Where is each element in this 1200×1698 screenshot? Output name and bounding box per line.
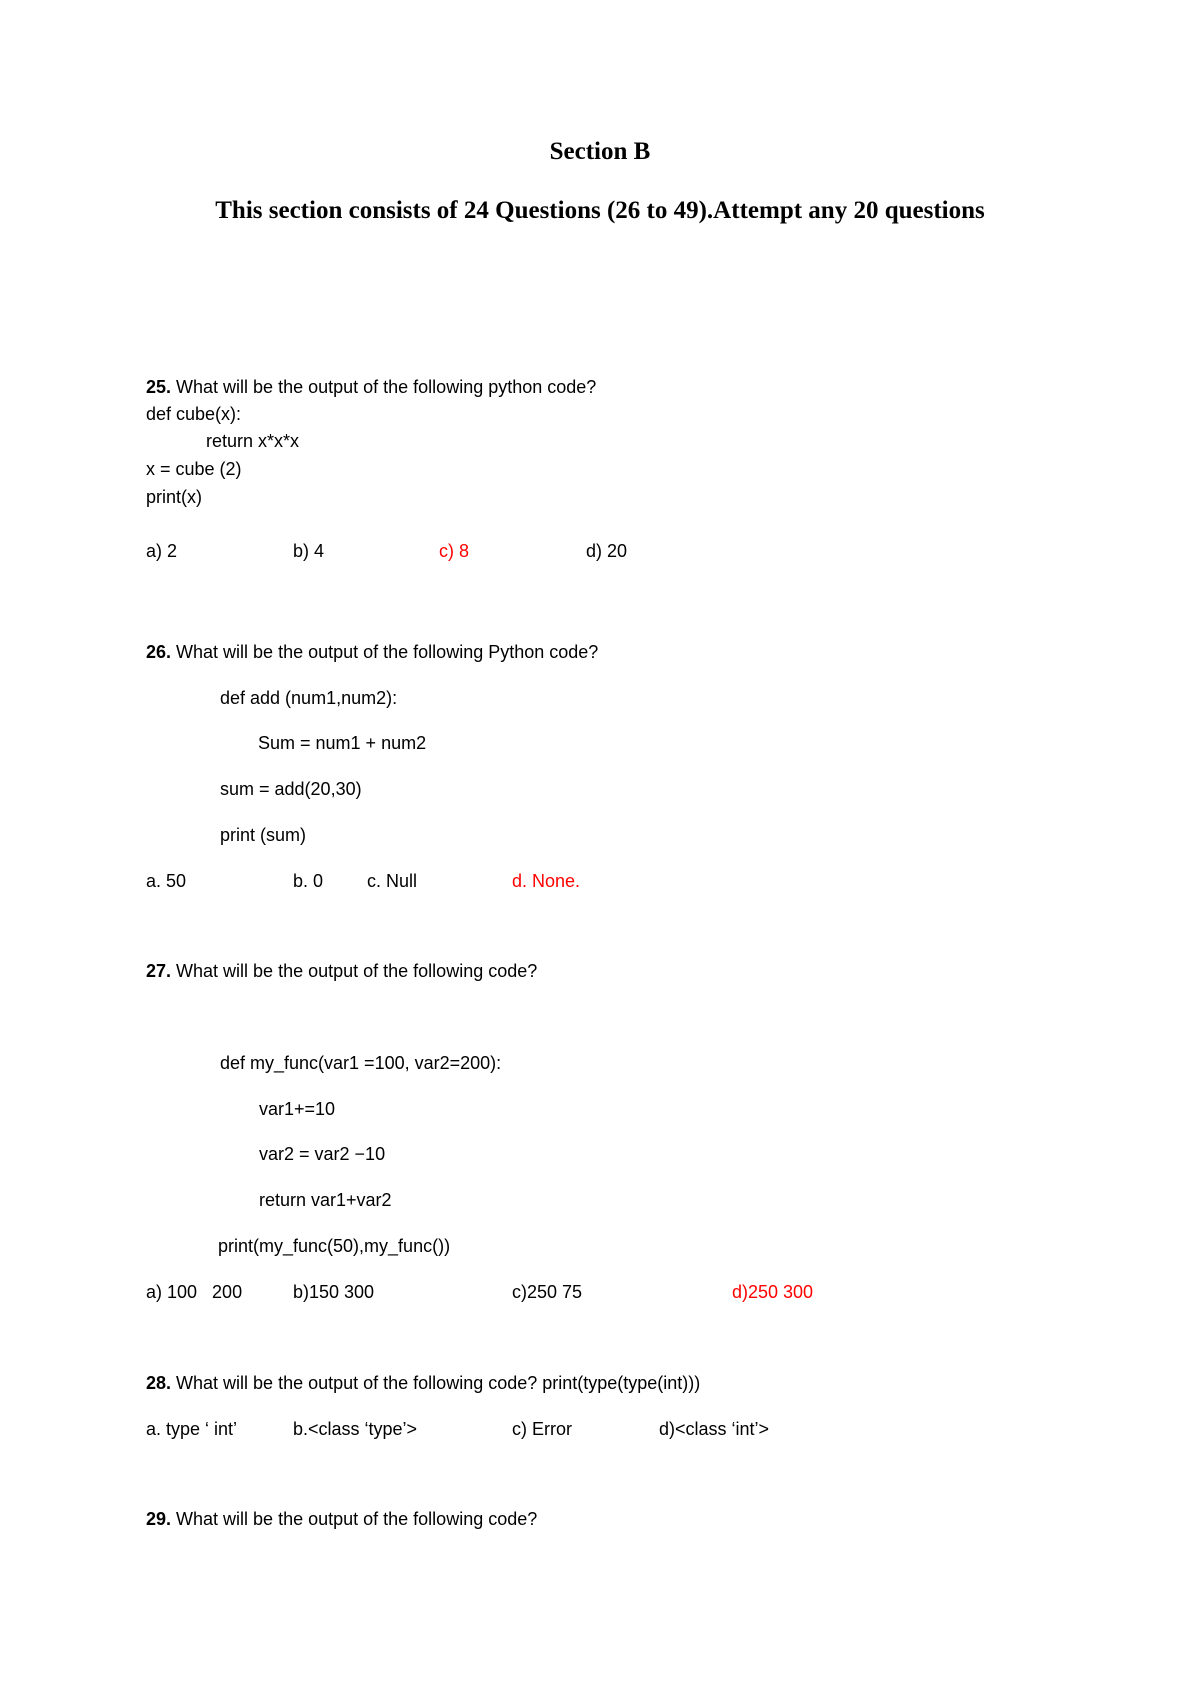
option-a: a. type ‘ int’ [146,1419,238,1439]
question-prompt: What will be the output of the following code? [171,961,538,981]
option-b: b)150 300 [293,1282,375,1302]
code-line: var1+=10 [259,1099,336,1119]
question-prompt: What will be the output of the following code? print(type(type(int))) [171,1373,701,1393]
option-c-correct: c) 8 [439,541,470,561]
code-line: print (sum) [220,825,307,845]
code-line: x = cube (2) [146,459,242,479]
question-number: 28. [146,1373,172,1393]
option-c: c. Null [367,871,418,891]
option-c: c) Error [512,1419,572,1439]
question-26-header [146,640,598,664]
code-line: sum = add(20,30) [220,779,362,799]
option-b: b) 4 [293,541,325,561]
question-28-header [146,1371,700,1395]
section-subtitle: This section consists of 24 Questions (26 to 49).Attempt any 20 questions [215,197,985,224]
question-29-header [146,1507,537,1531]
option-d-correct: d)250 300 [732,1282,814,1302]
question-number: 27. [146,961,172,981]
option-c: c)250 75 [512,1282,583,1302]
code-line: Sum = num1 + num2 [258,733,427,753]
option-b: b. 0 [293,871,324,891]
question-prompt: What will be the output of the following code? [171,1509,538,1529]
question-number: 26. [146,642,172,662]
code-line: print(my_func(50),my_func()) [218,1236,451,1256]
option-b: b.<class ‘type’> [293,1419,418,1439]
section-title: Section B [549,138,651,165]
code-line: def cube(x): [146,404,242,424]
question-number: 25. [146,377,172,397]
question-25-header [146,375,596,399]
option-d-correct: d. None. [512,871,581,891]
code-line: return var1+var2 [259,1190,392,1210]
code-line: return x*x*x [206,431,300,451]
option-d: d)<class ‘int’> [659,1419,770,1439]
option-a: a. 50 [146,871,187,891]
option-d: d) 20 [586,541,628,561]
question-prompt: What will be the output of the following python code? [171,377,597,397]
question-27-header [146,959,537,983]
code-line: var2 = var2 −10 [259,1144,386,1164]
option-a: a) 100 200 [146,1282,243,1302]
question-prompt: What will be the output of the following Python code? [171,642,599,662]
code-line: def add (num1,num2): [220,688,398,708]
code-line: print(x) [146,487,203,507]
option-a: a) 2 [146,541,178,561]
question-number: 29. [146,1509,172,1529]
code-line: def my_func(var1 =100, var2=200): [220,1053,502,1073]
